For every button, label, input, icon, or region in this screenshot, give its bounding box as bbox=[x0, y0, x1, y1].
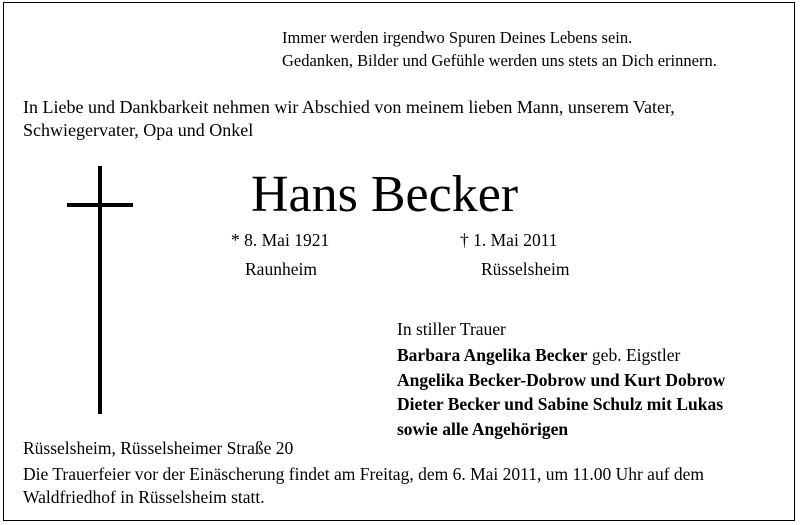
mourner-line-2-name: Angelika Becker-Dobrow und Kurt Dobrow bbox=[397, 369, 726, 390]
ceremony-line-2: Waldfriedhof in Rüsselsheim statt. bbox=[23, 487, 265, 507]
motto bbox=[282, 27, 717, 72]
cross-horizontal-bar bbox=[67, 203, 133, 207]
deceased-name: Hans Becker bbox=[251, 166, 519, 223]
death-date: † 1. Mai 2011 bbox=[460, 230, 558, 250]
intro-line-1: In Liebe und Dankbarkeit nehmen wir Abschied von meinem lieben Mann, unserem Vater, bbox=[23, 97, 675, 117]
ceremony-info bbox=[23, 463, 704, 509]
intro-line-2: Schwiegervater, Opa und Onkel bbox=[23, 119, 254, 140]
mourner-line-2 bbox=[397, 368, 725, 393]
death-place: Rüsselsheim bbox=[481, 259, 570, 279]
mourner-line-4 bbox=[397, 417, 725, 442]
birth-date: * 8. Mai 1921 bbox=[231, 230, 330, 250]
motto-line-1: Immer werden irgendwo Spuren Deines Lebens sein. bbox=[282, 28, 633, 47]
mourners-list bbox=[397, 343, 725, 441]
mourning-heading: In stiller Trauer bbox=[397, 319, 506, 339]
mourner-line-1-name: Barbara Angelika Becker bbox=[397, 345, 588, 365]
ceremony-line-1: Die Trauerfeier vor der Einäscherung findet am Freitag, dem 6. Mai 2011, um 11.00 Uhr auf dem bbox=[23, 464, 705, 484]
mourner-line-3 bbox=[397, 392, 725, 417]
intro-text bbox=[23, 96, 675, 141]
family-address: Rüsselsheim, Rüsselsheimer Straße 20 bbox=[23, 438, 294, 458]
birth-place: Raunheim bbox=[245, 259, 317, 279]
mourner-line-3-name: Dieter Becker und Sabine Schulz mit Lukas bbox=[397, 394, 724, 414]
mourner-line-4-name: sowie alle Angehörigen bbox=[397, 418, 569, 439]
mourner-line-1 bbox=[397, 343, 725, 368]
motto-line-2: Gedanken, Bilder und Gefühle werden uns stets an Dich erinnern. bbox=[282, 50, 717, 70]
mourner-line-1-maiden: geb. Eigstler bbox=[587, 345, 681, 365]
